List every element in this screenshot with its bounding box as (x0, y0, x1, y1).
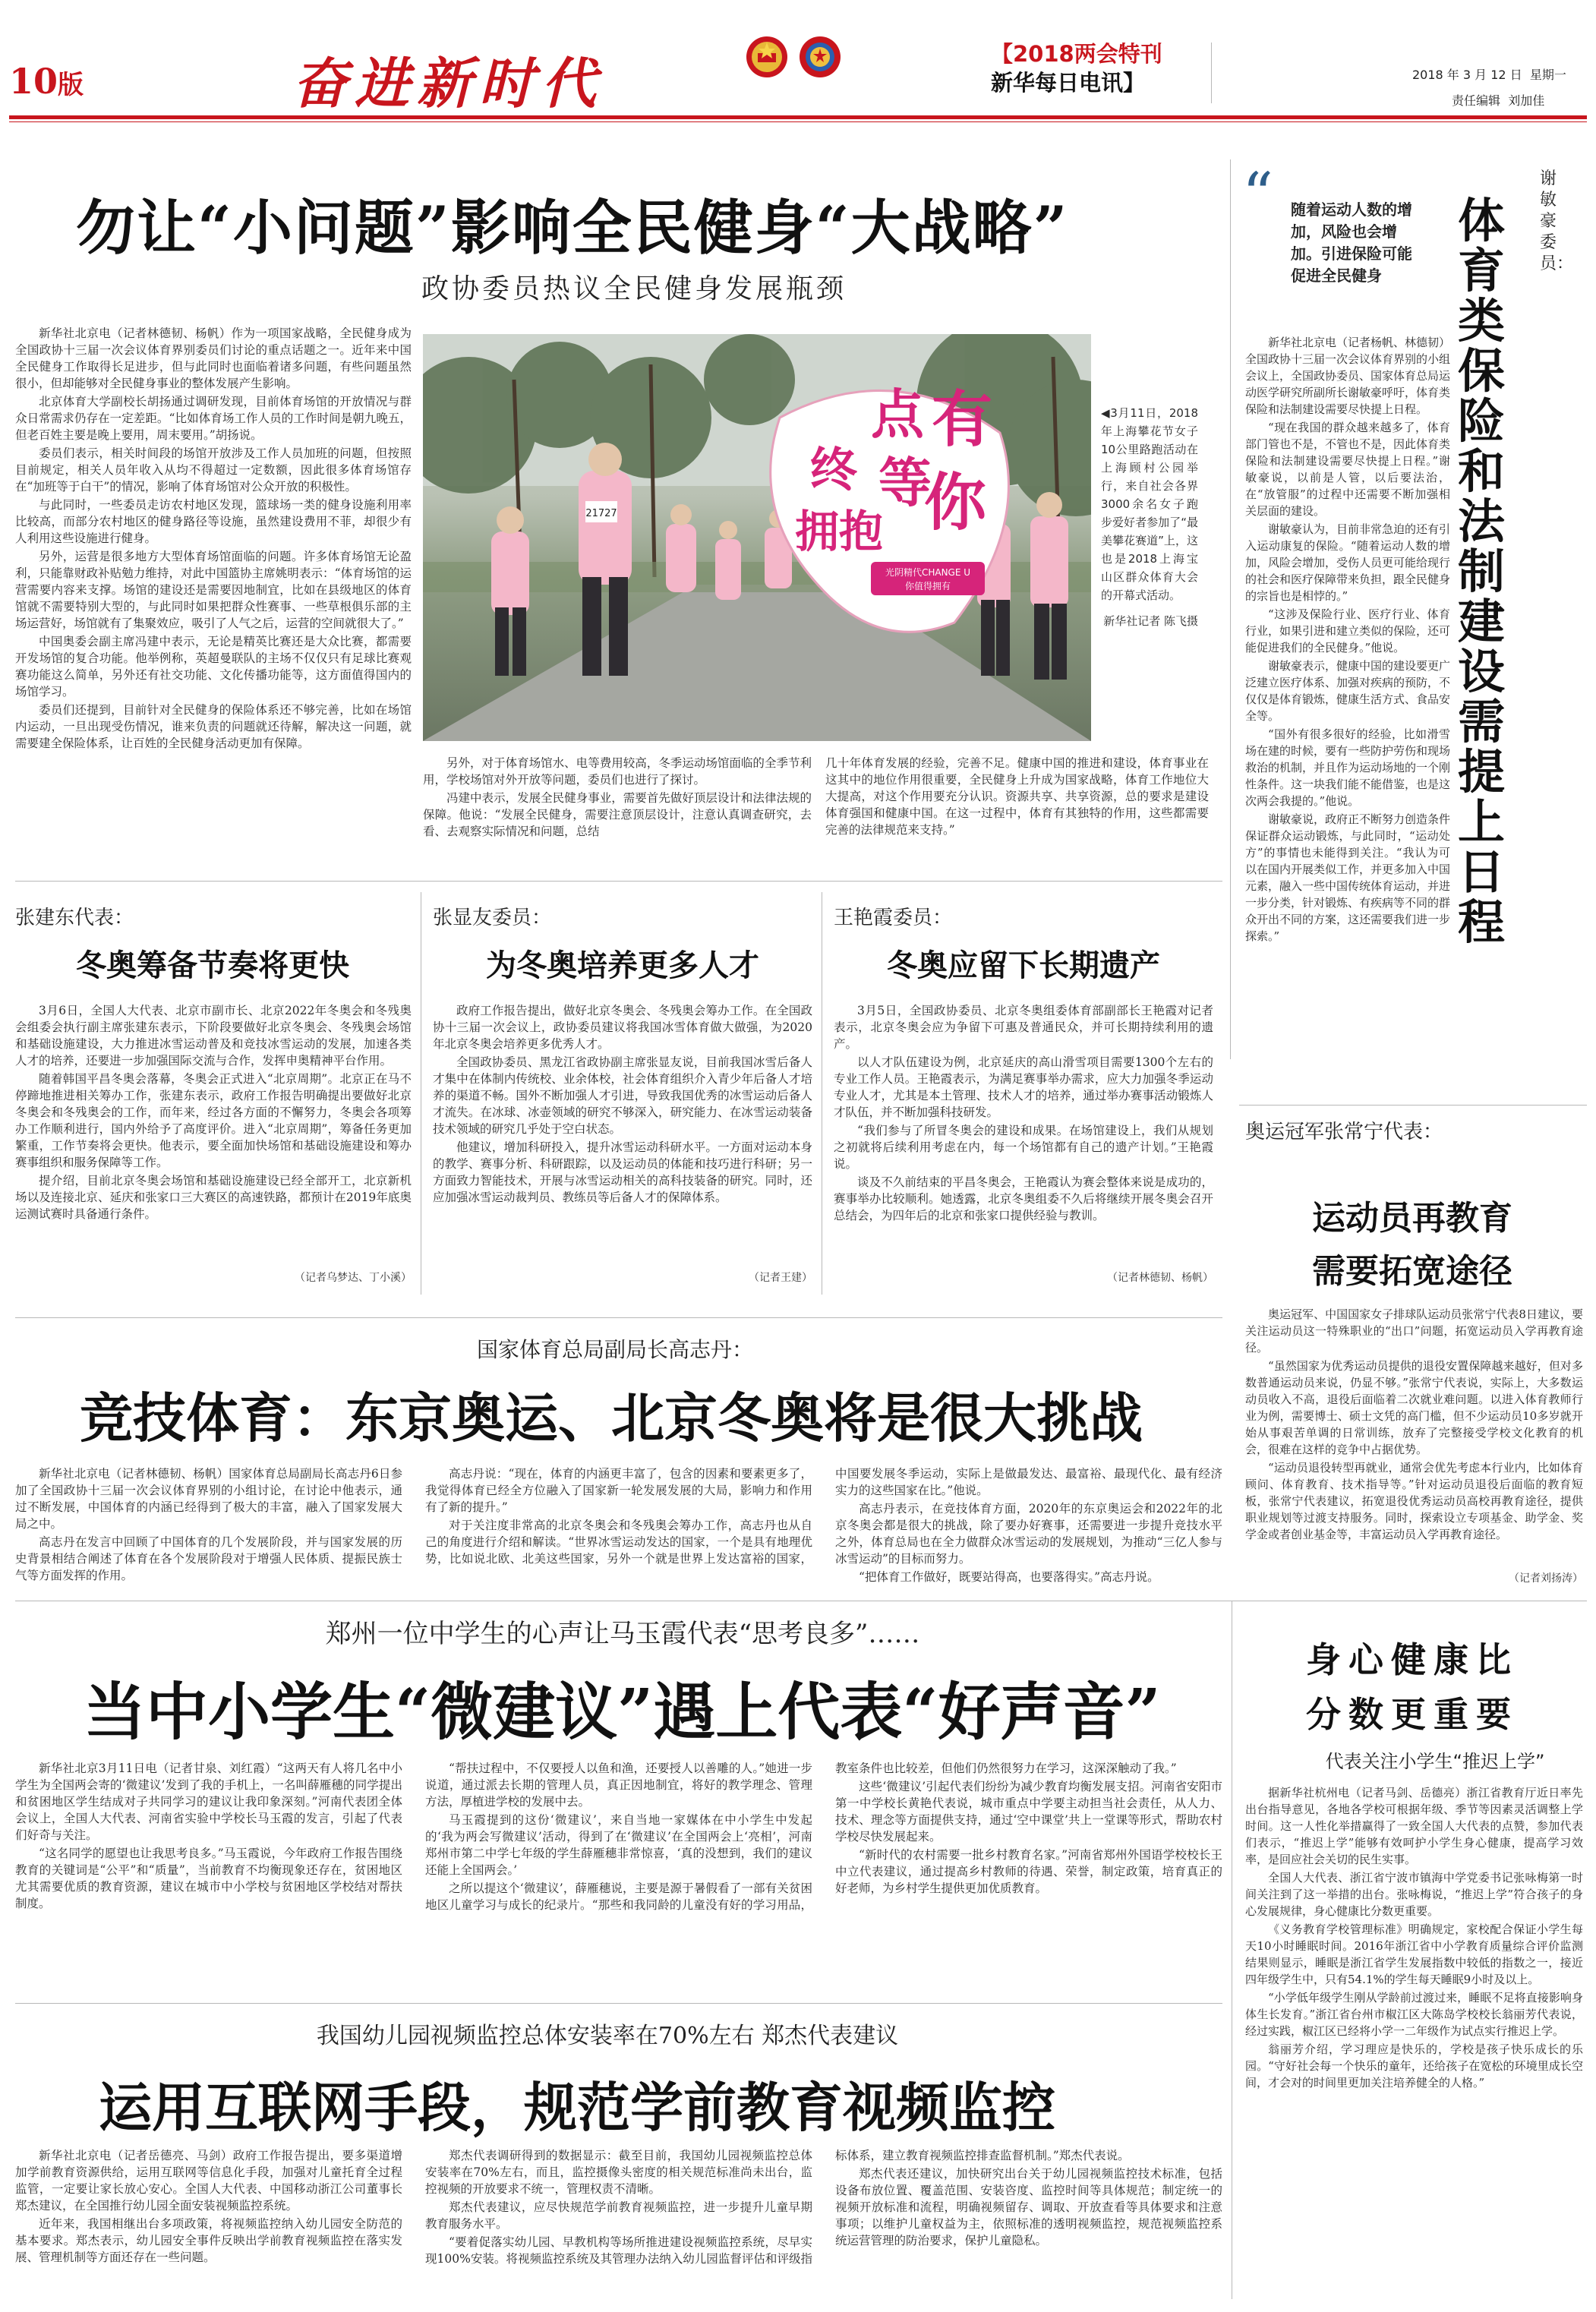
s2-body (433, 1002, 812, 1264)
date-text: 2018 年 3 月 12 日 (1412, 68, 1522, 82)
issue-date (1412, 65, 1566, 83)
side2-subtitle: 代表关注小学生“推迟上学” (1325, 1751, 1545, 1772)
special-edition-line2: 新华每日电讯】 (991, 70, 1146, 96)
paragraph: 冯建中表示，发展全民健身事业，需要首先做好顶层设计和法律法规的保障。他说：“发展全民健身，需要注意顶层设计，注意认真调查研究，去看、去观察实际情况和问题，总结 (423, 791, 812, 838)
sign-banner-sub: 你值得拥有 (904, 581, 951, 591)
s3-title: 冬奥应留下长期遗产 (887, 948, 1160, 983)
paragraph: 与此同时，一些委员走访农村地区发现，篮球场一类的健身设施利用率比较高，而部分农村地区的健身路径等设施，虽然建设费用不菲，却很少有人利用这些设施进行健身。 (15, 498, 412, 545)
paragraph: 高志丹表示，在竞技体育方面，2020年的东京奥运会和2022年的北京冬奥会都是很大的挑战，除了要办好赛事，还需要进一步提升竞技水平之外，体育总局也在全力做群众冰雪运动的发展规划，为推动“三亿人参与冰雪运动”的目标而努力。 (835, 1502, 1222, 1566)
paragraph: 谢敏豪说，政府正不断努力创造条件保证群众运动锻炼，与此同时，“运动处方”的事情也未能得到关注。“我认为可以在国内开展类似工作，并更多加入中国元素，融入一些中国传统体育运动，并进一步分类，针对锻炼、有疾病等不同的群众开出不同的方案，这还需要我们进一步探索。” (1245, 812, 1450, 943)
a4-headline: 运用互联网手段，规范学前教育视频监控 (99, 2076, 1055, 2139)
paragraph: 郑杰代表还建议，加快研究出台关于幼儿园视频监控技术标准，包括设备布放位置、覆盖范围、安装咨度、监控时间等具体规范；制定统一的视频开放标准和流程，明确视频留存、调取、开放查看等具体要求和注意事项；以维护儿童权益为主，依照标准的透明视频监控，规范视频监控系统运营管理的防治要求，保护儿童隐私。 (835, 2167, 1222, 2247)
paragraph: “国外有很多很好的经验，比如滑雪场在建的时候，要有一些防护劳伤和现场救治的机制，并且作为运动场地的一个刚性条件。这一块我们能不能借鉴，也是这次两会我提的。”他说。 (1245, 727, 1450, 808)
s4-byline: （记者刘扬涛） (1509, 1572, 1583, 1585)
side2-title2: 分数更重要 (1306, 1694, 1519, 1735)
quote-mark-icon: “ (1242, 159, 1273, 230)
paragraph: “小学低年级学生刚从学龄前过渡过来，睡眠不足将直接影响身体生长发育。”浙江省台州市椒江区大陈岛学校校长翁丽芳代表说，经过实践，椒江区已经将小学一二年级作为试点实行推迟上学。 (1245, 1991, 1583, 2038)
weekday-text: 星期一 (1529, 68, 1566, 82)
sign-char: 你 (924, 466, 987, 539)
paragraph: 新华社北京电（记者林德韧、杨帆）国家体育总局副局长高志丹6日参加了全国政协十三届一次会议体育界别的小组讨论，在讨论中他表示，通过不断发展，中国体育的内涵已经得到了极大的丰富，融入了国家发展大局之中。 (15, 1467, 402, 1531)
paragraph: 全国政协委员、黑龙江省政协副主席张显友说，目前我国冰雪后备人才集中在体制内传统校、业余体校，社会体育组织介入青少年后备人才培养的渠道不畅。国外不断加强人才引进，导致我国优秀的冰雪运动后备人才流失。在冰球、冰壶领域的研究不够深入，研究能力、在冰雪运动装备技术领域的研究几乎处于空白状态。 (433, 1055, 812, 1136)
paragraph: 3月6日，全国人大代表、北京市副市长、北京2022年冬奥会和冬残奥会组委会执行副主席张建东表示，下阶段要做好北京冬奥会、冬残奥会场馆和基础设施建设，大力推进冰雪运动普及和竞技冰雪运动的发展，加速各类人才的培养，还要进一步加强国际交流与合作，发挥申奥精神平台作用。 (15, 1004, 412, 1068)
s2-byline: （记者王建） (749, 1272, 812, 1284)
paragraph: 新华社北京3月11日电（记者甘泉、刘红霞）“这两天有人将几名中小学生为全国两会寄的‘微建议’发到了我的手机上，一名叫薛雁穗的同学提出和贫困地区学生结成对子共同学习的建议让我印象深刻。”河南代表团全体会议上，全国人大代表、河南省实验中学校长马玉霞的发言，引起了代表们好奇与关注。 (15, 1762, 402, 1842)
paragraph: 以人才队伍建设为例，北京延庆的高山滑雪项目需要1300个左右的专业工作人员。王艳霞表示，为满足赛事举办需求，应大力加强冬季运动专业人才，尤其是本土管理、技术人才的培养，通过举办赛事活动锻炼人才队伍，并不断加强科技研发。 (834, 1055, 1213, 1119)
sign-char: 点 (871, 383, 924, 446)
paragraph: “运动员退役转型再就业，通常会优先考虑本行业内，比如体育顾问、体育教育、技术指导等。”针对运动员退役后面临的教育短板，张常宁代表建议，拓宽退役优秀运动员高校再教育途径，提供职业规划等过渡支持服务。同时，探索设立专项基金、助学金、奖学金或者创业基金等，丰富运动员入学再教育途径。 (1245, 1461, 1583, 1541)
s1-speaker: 张建东代表： (15, 907, 134, 929)
article1-col1 (15, 325, 412, 872)
sign-char: 有 (932, 383, 992, 455)
a2-headline: 竞技体育：东京奥运、北京冬奥将是很大挑战 (80, 1386, 1143, 1449)
paragraph: 新华社北京电（记者岳德亮、马剑）政府工作报告提出，要多渠道增加学前教育资源供给，运用互联网等信息化手段，加强对儿童托育全过程监管，一定要让家长放心安心。全国人大代表、中国移动浙江公司董事长郑杰建议，在全国推行幼儿园全面安装视频监控系统。 (15, 2149, 402, 2213)
s1-byline: （记者乌梦达、丁小溪） (295, 1272, 412, 1284)
paragraph: 翁丽芳介绍，学习理应是快乐的，学校是孩子快乐成长的乐园。“守好社会每一个快乐的童年，还给孩子在宽松的环境里成长空间，才会对的时间里更加关注培养健全的人格。” (1245, 2042, 1583, 2090)
s1-title: 冬奥筹备节奏将更快 (76, 948, 349, 983)
page-suffix: 版 (58, 70, 84, 100)
paragraph: 奥运冠军、中国国家女子排球队运动员张常宁代表8日建议，要关注运动员这一特殊职业的“出口”问题，拓宽运动员入学再教育途径。 (1245, 1307, 1583, 1355)
paragraph: 随着韩国平昌冬奥会落幕，冬奥会正式进入“北京周期”。北京正在马不停蹄地推进相关筹办工作，张建东表示，政府工作报告明确提出要做好北京冬奥会和冬残奥会的工作，而年来，经过各方面的不懈努力，冬奥会各项筹办工作顺利进行，国内外给予了高度评价。进入“北京周期”，筹备任务更加繁重，工作节奏将会更快。他表示，要全面加快场馆和基础设施建设和筹办赛事组织和服务保障等工作。 (15, 1072, 412, 1169)
sidebar-quote: 随着运动人数的增加，风险也会增加。引进保险可能促进全民健身 (1291, 200, 1412, 285)
paragraph: “这涉及保险行业、医疗行业、体育行业，如果引进和建立类似的保险，还可能促进我们的全民健身。”他说。 (1245, 607, 1450, 654)
a2-body (15, 1465, 1222, 1587)
page-number (9, 61, 84, 102)
paragraph: 政府工作报告提出，做好北京冬奥会、冬残奥会筹办工作。在全国政协十三届一次会议上，政协委员建议将我国冰雪体育做大做强，为2020年北京冬奥会培养更多优秀人才。 (433, 1004, 812, 1051)
paragraph: 谢敏豪认为，目前非常急迫的还有引入运动康复的保险。“随着运动人数的增加，风险会增加，受伤人员更可能给现行的社会和医疗保障带来负担，跟全民健身的宗旨也是相悖的。” (1245, 522, 1450, 603)
paragraph: 高志丹在发言中回顾了中国体育的几个发展阶段，并与国家发展的历史背景相结合阐述了体育在各个发展阶段对于增强人民体质、提振民族士气等方面发挥的作用。 (15, 1535, 402, 1582)
cppcc-emblem-icon (797, 32, 843, 85)
paragraph: 另外，运营是很多地方大型体育场馆面临的问题。许多体育场馆无论盈利，只能靠财政补贴勉力维持，对此中国篮协主席姚明表示：“体育场馆的运营需要内容来支撑。场馆的建设还是需要因地制宜，比如在县级地区的体育馆就不需要特别大型的，与此同时如果把群众性赛事、一些草根俱乐部的主场运营好，场馆就有了集聚效应，吸引了人气之后，运营的空间就很大了。” (15, 550, 412, 630)
paragraph: 另外，对于体育场馆水、电等费用较高，冬季运动场馆面临的全季节利用，学校场馆对外开放等问题，委员们也进行了探讨。 (423, 756, 812, 787)
paragraph: “把体育工作做好，既要站得高，也要落得实。”高志丹说。 (859, 1570, 1159, 1584)
article1-subhead: 政协委员热议全民健身发展瓶颈 (421, 273, 847, 304)
paragraph: 全国人大代表、浙江省宁波市镇海中学党委书记张咏梅第一时间关注到了这一举措的出台。张咏梅说，“推迟上学”符合孩子的身心发展规律，身心健康比分数更重要。 (1245, 1871, 1583, 1918)
side2-title1: 身心健康比 (1306, 1639, 1519, 1680)
paragraph: “虽然国家为优秀运动员提供的退役安置保障越来越好，但对多数普通运动员来说，仍显不够。”张常宁代表说，实际上，大多数运动员收入不高，退役后面临着二次就业难问题。以进入体育教师行业为例，需要博士、硕士文凭的高门槛，但不少运动员10多岁就开始从事艰苦单调的日常训练，放弃了完整接受学校文化教育的机会，很难在这样的竞争中占据优势。 (1245, 1359, 1583, 1456)
paragraph: 这些‘微建议’引起代表们纷纷为减少教育均衡发展支招。河南省安阳市第一中学校长黄艳代表说，城市重点中学要主动担当社会责任，从人力、技术、理念等方面提供支持，通过‘空中课堂’共上一堂课等形式，帮助农村学校尽快发展起来。 (835, 1780, 1222, 1844)
photo-runners (423, 334, 1091, 741)
editor-credit (1452, 91, 1544, 109)
a4-kicker: 我国幼儿园视频监控总体安装率在70%左右 郑杰代表建议 (316, 2023, 899, 2049)
paragraph: “新时代的农村需要一批乡村教育名家。”河南省郑州外国语学校校长王中立代表建议，通过提高乡村教师的待遇、荣誉，制定政策，培育真正的好老师，为乡村学生提供更加优质教育。 (835, 1848, 1222, 1895)
sign-char: 拥抱 (795, 506, 884, 557)
sidebar-speaker: 谢敏豪委员： (1540, 169, 1574, 273)
photo-caption (1101, 404, 1198, 630)
paragraph: 委员们还提到，目前针对全民健身的保险体系还不够完善，比如在场馆内运动，一旦出现受伤情况，谁来负责的问题就还待解，解决这一问题，就需要建全保险体系，让百姓的全民健身活动更加有保障。 (15, 703, 412, 750)
sign-char: 终 (810, 442, 858, 497)
sign-banner: 光阴精代CHANGE U (885, 567, 971, 578)
page-number-value: 10 (9, 61, 58, 102)
paragraph: “要着促落实幼儿园、早教机构等场所推进建设视频监控系统，尽早实现100%安装。将视频监控系统及其管理办法纳入幼儿园监督评估和评级指标体系，建立教育视频监控排查监督机制。”郑杰代表说。 (425, 2149, 1130, 2266)
s2-title: 为冬奥培养更多人才 (486, 948, 759, 983)
side2-body (1245, 1784, 1583, 2301)
paragraph: “现在我国的群众越来越多了，体育部门管也不是，不管也不是，因此体育类保险和法制建设需要尽快提上日程。”谢敏豪说，以前是人管，以后要法治，在“放管服”的过程中还需要不断加强相关层面的建设。 (1245, 421, 1450, 518)
paragraph: 郑杰代表调研得到的数据显示：截至目前，我国幼儿园视频监控总体安装率在70%左右，而且，监控摄像头密度的相关规范标准尚未出台，监控视频的开放要求不统一，管理权责不清晰。 (425, 2149, 812, 2196)
sidebar-body (1245, 334, 1450, 1101)
a2-kicker: 国家体育总局副局长高志丹： (476, 1337, 753, 1362)
caption-credit: 新华社记者 陈飞摄 (1103, 614, 1198, 628)
photo-scene (423, 334, 1091, 741)
a3-kicker: 郑州一位中学生的心声让马玉霞代表“思考良多”…… (325, 1619, 920, 1649)
masthead-slogan: 奋进新时代 (292, 51, 604, 115)
masthead-rule (9, 115, 1587, 119)
caption-text: ◀3月11日，2018年上海攀花节女子10公里路跑活动在上海顾村公园举行，来自社会各界3000余名女子跑步爱好者参加了“最美攀花赛道”上，这也是2018上海宝山区群众体育大会的开幕式活动。 (1101, 406, 1198, 602)
paragraph: 之所以提这个‘微建议’，薛雁穗说，主要是源于暑假看了一部有关贫困地区儿童学习与成长的纪录片。“那些和我同龄的儿童没有好的学习用品，教室条件也比较差，但他们仍然很努力在学习，这深深触动了我。” (425, 1762, 1177, 1912)
paragraph: 他建议，增加科研投入，提升冰雪运动科研水平。一方面对运动本身的教学、赛事分析、科研跟踪，以及运动员的体能和技巧进行科研；另一方面致力智能技术，开展与冰雪运动相关的高科技装备的研究。同时，还应加强冰雪运动裁判员、教练员等后备人才的保障体系。 (433, 1140, 812, 1204)
article1-col3 (825, 755, 1209, 869)
paragraph: 对于关注度非常高的北京冬奥会和冬残奥会筹办工作，高志丹也从自己的角度进行介绍和解读。“世界冰雪运动发达的国家，一个是具有地理优势，比如说北欧、北美这些国家，另外一个就是世界上发达富裕的国家，中国要发展冬季运动，实际上是做最发达、最富裕、最现代化、最有经济实力的这些国家在比。”他说。 (425, 1467, 1222, 1566)
paragraph: 高志丹说：“现在，体育的内涵更丰富了，包含的因素和要素更多了，我觉得体育已经全方位融入了国家新一轮发展发展的大局，影响力和作用有了新的提升。” (425, 1467, 812, 1514)
s1-body (15, 1002, 412, 1264)
emblem-icon (744, 32, 790, 85)
special-edition (991, 39, 1162, 97)
s4-title2: 需要拓宽途径 (1312, 1252, 1512, 1291)
paragraph: 3月5日，全国政协委员、北京冬奥组委体育部副部长王艳霞对记者表示，北京冬奥会应为争留下可惠及普通民众，并可长期持续利用的遗产。 (834, 1004, 1213, 1051)
special-edition-line1: 【2018两会特刊 (991, 41, 1162, 67)
paragraph: 中国奥委会副主席冯建中表示，无论是精英比赛还是大众比赛，都需要开发场馆的复合功能。他举例称，英超曼联队的主场不仅仅只有足球比赛观赛功能这么简单，另外还有社交功能、文化传播功能等，这方面值得国内的场馆学习。 (15, 635, 412, 699)
paragraph: 新华社北京电（记者林德韧、杨帆）作为一项国家战略，全民健身成为全国政协十三届一次会议体育界别委员们讨论的重点话题之一。近年来中国全民健身工作取得长足进步，但与此同时也面临着诸多问题，有些问题虽然很小，但却能够对全民健身事业的整体发展产生影响。 (15, 326, 412, 390)
sign-char: 等 (878, 451, 932, 514)
s4-body (1245, 1306, 1583, 1564)
paragraph: 《义务教育学校管理标准》明确规定，家校配合保证小学生每天10小时睡眠时间。2016年浙江省中小学教育质量综合评价监测结果则显示，睡眠是浙江省学生发展指数中较低的指数之一，接近四年级学生中，只有54.1%的学生每天睡眠9小时及以上。 (1245, 1922, 1583, 1986)
paragraph: 马玉霞提到的这份‘微建议’，来自当地一家媒体在中小学生中发起的‘我为两会写微建议’活动，得到了在‘微建议’在全国两会上‘亮相’，河南郑州市第二中学七年级的学生薛雁穗非常惊喜，‘真的没想到，我们的建议还能上全国两会。’ (425, 1813, 812, 1877)
s4-speaker: 奥运冠军张常宁代表： (1245, 1121, 1443, 1143)
paragraph: 郑杰代表建议，应尽快规范学前教育视频监控，进一步提升儿童早期教育服务水平。 (425, 2200, 812, 2231)
a4-body (15, 2147, 1222, 2299)
paragraph: 谢敏豪表示，健康中国的建设要更广泛建立医疗体系、加强对疾病的预防，不仅仅是体育锻炼，健康生活方式、食品安全等。 (1245, 659, 1450, 723)
editor-label: 责任编辑 (1452, 93, 1501, 108)
paragraph: “这名同学的愿望也让我思考良多。”马玉霞说，今年政府工作报告围绕教育的关键词是“公平”和“质量”，当前教育不均衡现象还存在，贫困地区尤其需要优质的教育资源，建议在城市中小学校与贫困地区学校结对帮扶制度。 (15, 1847, 402, 1910)
paragraph: “我们参与了所冒冬奥会的建设和成果。在场馆建设上，我们从规划之初就将后续利用考虑在内，每一个场馆都有自己的遗产计划。”王艳霞说。 (834, 1124, 1213, 1171)
s4-title1: 运动员再教育 (1312, 1199, 1512, 1238)
paragraph: 提介绍，目前北京冬奥会场馆和基础设施建设已经全部开工，北京新机场以及连接北京、延庆和张家口三大赛区的高速铁路，都预计在2019年底奥运测试赛时具备通行条件。 (15, 1174, 412, 1221)
a3-body (15, 1760, 1222, 1995)
paragraph: 新华社北京电（记者杨帆、林德韧）全国政协十三届一次会议体育界别的小组会议上，全国政协委员、国家体育总局运动医学研究所副所长谢敏豪呼吁，体育类保险和法制建设需要尽快提上日程。 (1245, 336, 1450, 416)
article1-headline: 勿让“小问题”影响全民健身“大战略” (76, 194, 1069, 263)
s2-speaker: 张显友委员： (433, 907, 552, 929)
s3-body (834, 1002, 1213, 1264)
paragraph: 谈及不久前结束的平昌冬奥会，王艳霞认为赛会整体来说是成功的，赛事举办比较顺利。她透露，北京冬奥组委不久后将继续开展冬奥会召开总结会，为四年后的北京和张家口提供经验与教训。 (834, 1175, 1213, 1222)
paragraph: 北京体育大学副校长胡扬通过调研发现，目前体育场馆的开放情况与群众日常需求仍存在一定差距。“比如体育场工作人员的工作时间是朝九晚五，但老百姓主要是晚上要用，周末要用。”胡扬说。 (15, 395, 412, 442)
paragraph: 据新华社杭州电（记者马剑、岳德亮）浙江省教育厅近日率先出台指导意见，各地各学校可根据年级、季节等因素灵活调整上学时间。这一人性化举措赢得了一致全国人大代表的点赞，参加代表们表示，“推迟上学”能够有效呵护小学生身心健康，提高学习效率，是回应社会关切的民生实事。 (1245, 1786, 1583, 1866)
editor-name: 刘加佳 (1508, 93, 1545, 108)
paragraph: 几十年体育发展的经验，完善不足。健康中国的推进和建设，体育事业在这其中的地位作用很重要，全民健身上升成为国家战略，体育工作地位大大提高，对这个作用要充分认识。资源共享、共享资源，总的要求是建设体育强国和健康中国。在这一过程中，体育有其独特的作用，这些都需要完善的法律规范来支持。” (825, 756, 1209, 837)
s3-speaker: 王艳霞委员： (834, 907, 953, 929)
a3-headline: 当中小学生“微建议”遇上代表“好声音” (84, 1676, 1161, 1749)
bib-number: 21727 (585, 508, 617, 519)
paragraph: 近年来，我国相继出台多项政策，将视频监控纳入幼儿园安全防范的基本要求。郑杰表示，幼儿园安全事件反映出学前教育视频监控在落实发展、管理机制等方面还存在一些问题。 (15, 2217, 402, 2264)
sidebar-title: 体育类保险和法制建设需提上日程 (1458, 193, 1506, 950)
article1-col2 (423, 755, 812, 869)
s3-byline: （记者林德韧、杨帆） (1107, 1272, 1213, 1284)
paragraph: “帮扶过程中，不仅要授人以鱼和渔，还要授人以善雕的人。”她进一步说道，通过派去长期的管理人员，真正因地制宜，将好的教学理念、管理方法，厚植进学校的发展中去。 (425, 1762, 812, 1809)
paragraph: 委员们表示，相关时间段的场馆开放涉及工作人员加班的问题，但按照目前规定，相关人员年收入从均不得超过一定数额，因此很多体育场馆存在“加班等于白干”的情况，影响了体育场馆对公众开放的积极性。 (15, 446, 412, 494)
